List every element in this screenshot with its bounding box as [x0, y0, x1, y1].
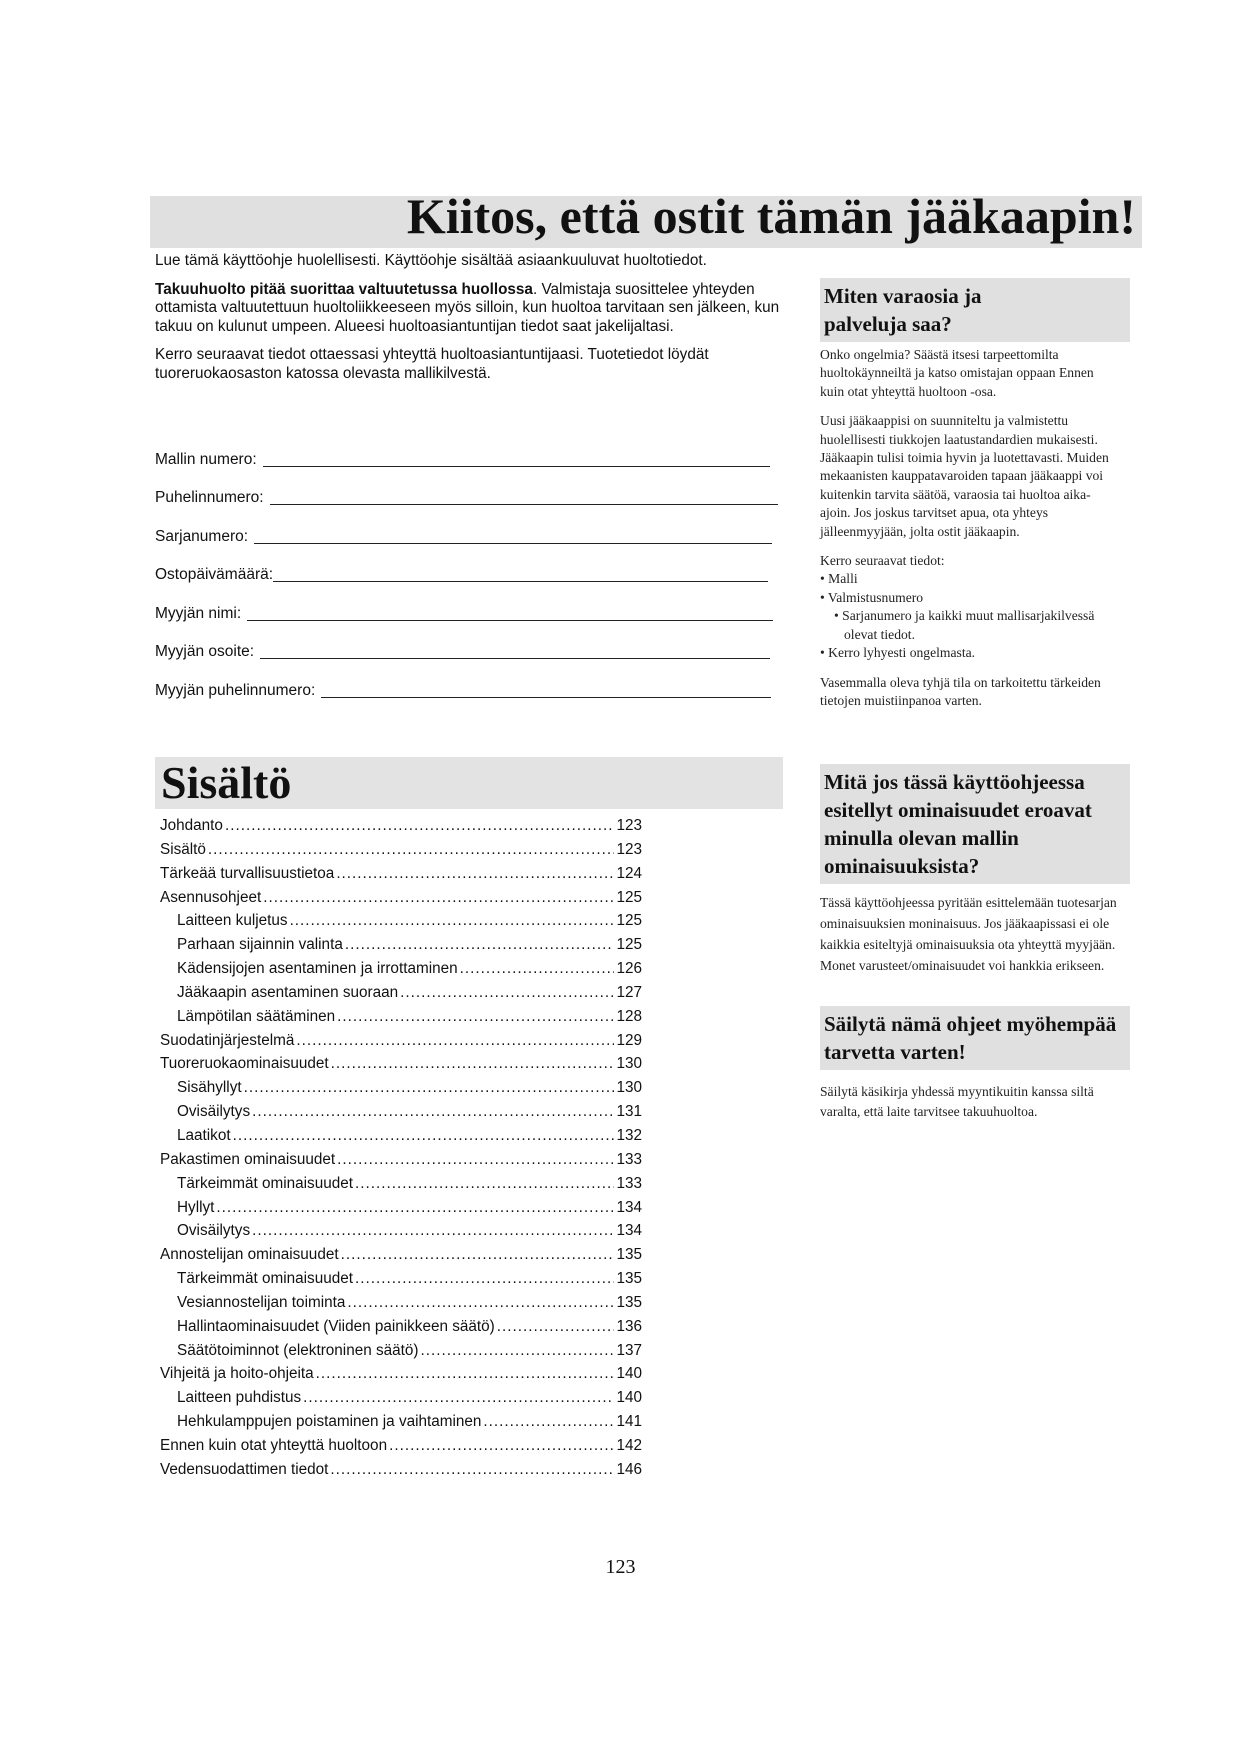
list-item: • Malli — [820, 570, 1120, 588]
toc-entry[interactable] — [160, 1079, 642, 1103]
toc-entry-page: 134 — [616, 1222, 642, 1240]
toc-entry[interactable] — [160, 1365, 642, 1389]
toc-leader-dots — [331, 1055, 615, 1073]
field-label: Myyjän puhelinnumero: — [155, 681, 316, 699]
field-label: Myyjän nimi: — [155, 604, 242, 622]
sidebar-paragraph: Vasemmalla oleva tyhjä tila on tarkoitettu tärkeiden tietojen muistiinpanoa varten. — [820, 674, 1101, 708]
toc-entry[interactable] — [160, 1294, 642, 1318]
toc-entry-page: 135 — [616, 1270, 642, 1288]
toc-entry-page: 135 — [616, 1246, 642, 1264]
toc-entry-label: Säätötoiminnot (elektroninen säätö) — [177, 1341, 419, 1359]
form-row-dealer-address — [155, 625, 795, 664]
sidebar-paragraph: Tässä käyttöohjeessa pyritään esittelemään tuotesarjan ominaisuuksien moninaisuus. Jos jääkaapissasi ei ole kaikkia esiteltyjä ominaisuuksia ota yhteyttä myyjään. Monet varusteet/ominaisuudet voi hankkia erikseen. — [820, 895, 1117, 973]
toc-entry-label: Parhaan sijainnin valinta — [177, 936, 343, 954]
page-number: 123 — [605, 1556, 636, 1578]
list-item: • Kerro lyhyesti ongelmasta. — [820, 644, 1120, 662]
toc-entry[interactable] — [160, 984, 642, 1008]
field-label: Puhelinnumero: — [155, 489, 264, 506]
toc-entry[interactable] — [160, 1151, 642, 1175]
toc-entry-page: 131 — [616, 1103, 642, 1121]
intro-paragraph-2-rest: . Valmistaja suosittelee yhteyden ottamista valtuutettuun huoltoliikkeeseen myös silloin, kun huoltoa tarvitaan sen jälkeen, kun takuu on kulunut umpeen. Alueesi huoltoasiantuntijan tiedot saat jakelijaltasi. — [155, 280, 780, 335]
serial-number-field[interactable] — [254, 543, 772, 544]
sidebar-heading-box — [820, 764, 1130, 884]
toc-entry[interactable] — [160, 1318, 642, 1342]
toc-entry[interactable] — [160, 865, 642, 889]
toc-entry-page: 125 — [616, 936, 642, 954]
toc-leader-dots — [400, 984, 614, 1002]
toc-entry[interactable] — [160, 889, 642, 913]
toc-entry[interactable] — [160, 817, 642, 841]
sidebar-heading: Säilytä nämä ohjeet myöhempää tarvetta varten! — [824, 1012, 1117, 1064]
toc-entry[interactable] — [160, 1175, 642, 1199]
toc-entry-page: 123 — [616, 817, 642, 834]
toc-leader-dots — [290, 912, 615, 930]
toc-leader-dots — [460, 960, 615, 978]
toc-leader-dots — [337, 1008, 614, 1026]
toc-entry-label: Tärkeimmät ominaisuudet — [177, 1270, 353, 1288]
sidebar-section-features — [820, 764, 1130, 976]
toc-entry-page: 129 — [616, 1031, 642, 1049]
toc-entry-page: 128 — [616, 1007, 642, 1025]
sidebar-paragraph: Kerro seuraavat tiedot: — [820, 553, 945, 569]
sidebar-section-keep — [820, 1006, 1130, 1122]
sidebar-service-text — [820, 346, 1120, 710]
form-row-model-number — [155, 432, 795, 471]
model-number-field[interactable] — [263, 466, 770, 467]
toc-entry-page: 136 — [616, 1317, 642, 1335]
sidebar-heading-box — [820, 1006, 1130, 1070]
owner-info-form — [155, 432, 795, 702]
toc-entry-page: 135 — [616, 1293, 642, 1311]
toc-entry-label: Lämpötilan säätäminen — [177, 1007, 336, 1025]
intro-paragraph-2 — [155, 281, 795, 337]
toc-entry[interactable] — [160, 1437, 642, 1461]
table-of-contents — [160, 817, 642, 1485]
dealer-phone-field[interactable] — [321, 697, 771, 698]
toc-entry-label: Vihjeitä ja hoito-ohjeita — [160, 1365, 314, 1383]
toc-leader-dots — [244, 1079, 615, 1097]
toc-entry-label: Sisältö — [160, 840, 206, 858]
toc-entry-page: 140 — [616, 1365, 642, 1383]
toc-entry-page: 125 — [616, 888, 642, 906]
sidebar-heading: Mitä jos tässä käyttöohjeessa esitellyt ominaisuudet eroavat minulla olevan mallin ominaisuuksista? — [824, 770, 1092, 878]
toc-leader-dots — [216, 1199, 614, 1217]
dealer-name-field[interactable] — [247, 620, 773, 621]
toc-entry-label: Jääkaapin asentaminen suoraan — [177, 983, 399, 1001]
toc-leader-dots — [208, 841, 615, 859]
sidebar-section-service — [820, 278, 1130, 342]
toc-entry-label: Johdanto — [160, 817, 223, 834]
toc-entry-page: 123 — [616, 840, 642, 858]
toc-entry-page: 142 — [616, 1436, 642, 1454]
toc-leader-dots — [337, 1151, 614, 1169]
sidebar-paragraph: Säilytä käsikirja yhdessä myyntikuitin kanssa siltä varalta, että laite tarvitsee takuuhuoltoa. — [820, 1084, 1094, 1119]
toc-entry-page: 130 — [616, 1055, 642, 1073]
list-item: • Valmistusnumero — [820, 589, 1120, 607]
toc-entry[interactable] — [160, 1199, 642, 1223]
toc-entry-page: 137 — [616, 1341, 642, 1359]
field-label: Ostopäivämäärä: — [155, 566, 274, 583]
toc-entry-page: 132 — [616, 1126, 642, 1144]
toc-entry-label: Hyllyt — [177, 1198, 215, 1216]
toc-entry-label: Kädensijojen asentaminen ja irrottaminen — [177, 960, 458, 978]
toc-entry-label: Tuoreruokaominaisuudet — [160, 1055, 329, 1073]
toc-entry-label: Hehkulamppujen poistaminen ja vaihtaminen — [177, 1413, 482, 1431]
toc-entry-label: Laitteen puhdistus — [177, 1389, 302, 1407]
toc-entry-page: 124 — [616, 864, 642, 882]
field-label: Mallin numero: — [155, 450, 257, 468]
sidebar-heading: Miten varaosia ja palveluja saa? — [824, 284, 982, 336]
toc-leader-dots — [355, 1270, 614, 1288]
toc-entry[interactable] — [160, 960, 642, 984]
toc-header — [155, 757, 783, 809]
form-row-dealer-phone — [155, 663, 795, 702]
toc-entry[interactable] — [160, 1270, 642, 1294]
sidebar-paragraph: Onko ongelmia? Säästä itsesi tarpeettomilta huoltokäynneiltä ja katso omistajan oppaan Ennen kuin otat yhteyttä huoltoon -osa. — [820, 347, 1094, 399]
toc-entry-page: 134 — [616, 1198, 642, 1216]
toc-title: Sisältö — [161, 757, 292, 808]
toc-entry[interactable] — [160, 1461, 642, 1485]
purchase-date-field[interactable] — [273, 581, 768, 582]
toc-entry-page: 126 — [616, 960, 642, 978]
toc-leader-dots — [483, 1413, 614, 1431]
toc-entry-label: Annostelijan ominaisuudet — [160, 1246, 339, 1264]
toc-entry-page: 133 — [616, 1174, 642, 1192]
field-label: Myyjän osoite: — [155, 643, 255, 660]
toc-leader-dots — [252, 1222, 614, 1240]
toc-leader-dots — [389, 1437, 614, 1455]
toc-leader-dots — [252, 1103, 614, 1121]
toc-entry-label: Tärkeimmät ominaisuudet — [177, 1174, 353, 1192]
toc-leader-dots — [336, 865, 614, 883]
toc-entry-page: 140 — [616, 1389, 642, 1407]
toc-leader-dots — [421, 1342, 615, 1360]
toc-entry[interactable] — [160, 1127, 642, 1151]
toc-entry-label: Tärkeää turvallisuustietoa — [160, 864, 335, 882]
field-label: Sarjanumero: — [155, 527, 249, 545]
toc-entry-page: 146 — [616, 1460, 642, 1478]
toc-leader-dots — [341, 1246, 615, 1264]
toc-entry-page: 141 — [616, 1413, 642, 1431]
toc-entry-label: Hallintaominaisuudet (Viiden painikkeen säätö) — [177, 1317, 495, 1335]
toc-entry[interactable] — [160, 1103, 642, 1127]
warranty-notice: Takuuhuolto pitää suorittaa valtuutetussa huollossa — [155, 280, 533, 298]
intro-paragraph-3: Kerro seuraavat tiedot ottaessasi yhteyttä huoltoasiantuntijaasi. Tuotetiedot löydät tuoreruokaosaston katossa olevasta mallikilvestä. — [155, 346, 709, 382]
intro-paragraph-1: Lue tämä käyttöohje huolellisesti. Käyttöohje sisältää asiaankuuluvat huoltotiedot. — [155, 252, 707, 269]
intro-section — [155, 252, 795, 393]
toc-entry-label: Sisähyllyt — [177, 1079, 242, 1097]
toc-leader-dots — [225, 817, 615, 835]
title-bar — [150, 188, 1142, 248]
toc-entry-label: Pakastimen ominaisuudet — [160, 1150, 336, 1168]
toc-leader-dots — [497, 1318, 615, 1336]
toc-entry-label: Vedensuodattimen tiedot — [160, 1460, 329, 1478]
toc-leader-dots — [233, 1127, 615, 1145]
toc-entry-label: Suodatinjärjestelmä — [160, 1031, 295, 1049]
toc-entry[interactable] — [160, 1246, 642, 1270]
toc-entry-label: Ovisäilytys — [177, 1103, 251, 1121]
toc-entry[interactable] — [160, 1413, 642, 1437]
toc-entry-label: Ovisäilytys — [177, 1222, 251, 1240]
toc-entry[interactable] — [160, 936, 642, 960]
toc-leader-dots — [263, 889, 614, 907]
toc-entry-page: 130 — [616, 1079, 642, 1097]
toc-entry-label: Laitteen kuljetus — [177, 912, 288, 930]
toc-leader-dots — [345, 936, 615, 954]
toc-leader-dots — [330, 1461, 614, 1479]
toc-entry-label: Laatikot — [177, 1126, 231, 1144]
toc-leader-dots — [316, 1365, 615, 1383]
toc-entry[interactable] — [160, 1222, 642, 1246]
toc-leader-dots — [347, 1294, 614, 1312]
toc-leader-dots — [355, 1175, 614, 1193]
toc-entry-label: Vesiannostelijan toiminta — [177, 1293, 346, 1311]
form-row-dealer-name — [155, 586, 795, 625]
form-row-purchase-date — [155, 548, 795, 587]
phone-number-field[interactable] — [270, 504, 778, 505]
toc-entry-page: 125 — [616, 912, 642, 930]
toc-entry-page: 127 — [616, 983, 642, 1001]
list-item: • Sarjanumero ja kaikki muut mallisarjakilvessä olevat tiedot. — [820, 607, 1120, 644]
info-list — [820, 570, 1120, 662]
dealer-address-field[interactable] — [260, 658, 770, 659]
toc-entry[interactable] — [160, 1032, 642, 1056]
page-title: Kiitos, että ostit tämän jääkaapin! — [406, 188, 1136, 244]
sidebar-heading-box — [820, 278, 1130, 342]
toc-entry-label: Ennen kuin otat yhteyttä huoltoon — [160, 1436, 388, 1454]
toc-entry[interactable] — [160, 912, 642, 936]
toc-entry[interactable] — [160, 1342, 642, 1366]
toc-entry[interactable] — [160, 841, 642, 865]
form-row-serial — [155, 509, 795, 548]
toc-entry-page: 133 — [616, 1150, 642, 1168]
toc-leader-dots — [303, 1389, 614, 1407]
toc-entry[interactable] — [160, 1389, 642, 1413]
toc-entry-label: Asennusohjeet — [160, 888, 262, 906]
form-row-phone — [155, 471, 795, 510]
sidebar-paragraph: Uusi jääkaappisi on suunniteltu ja valmistettu huolellisesti tiukkojen laatustandardien mukaisesti. Jääkaapin tulisi toimia hyvin ja luotettavasti. Muiden mekaanisten kauppatavaroiden tapaan jääkaappi voi kuitenkin tarvita säätöä, varaosia tai huoltoa aika-ajoin. Jos joskus tarvitset apua, ota yhteys jälleenmyyjään, jolta ostit jääkaapin. — [820, 413, 1109, 539]
toc-entry[interactable] — [160, 1008, 642, 1032]
toc-entry[interactable] — [160, 1055, 642, 1079]
toc-leader-dots — [296, 1032, 614, 1050]
